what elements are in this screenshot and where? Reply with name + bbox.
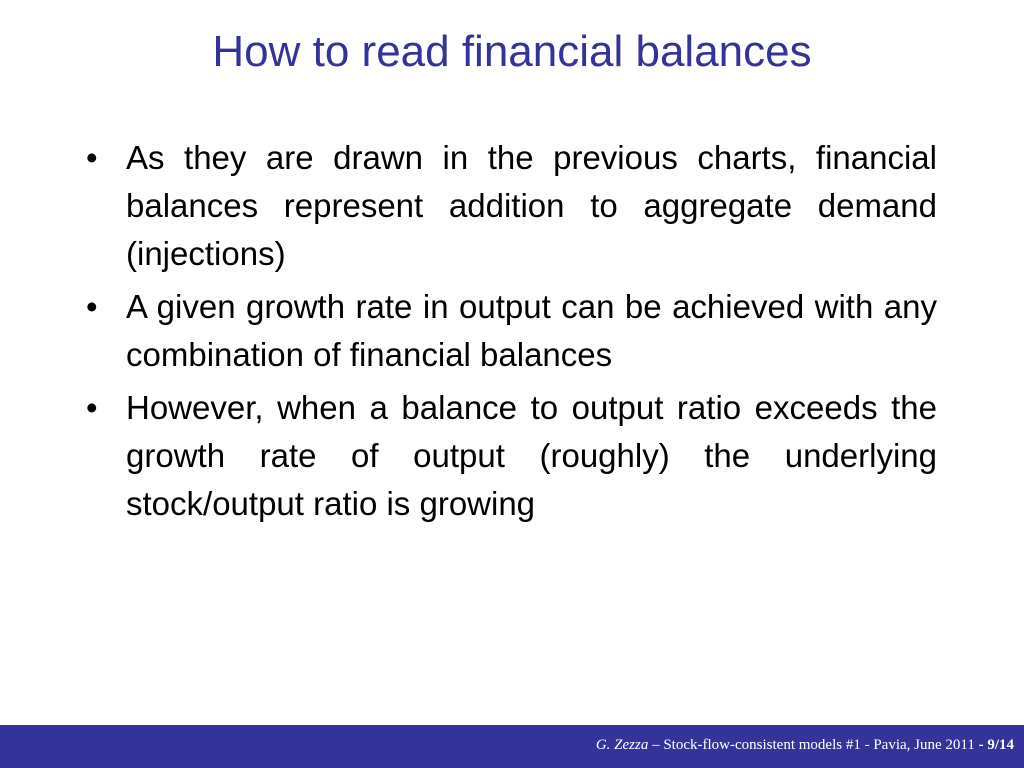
bullet-text: A given growth rate in output can be achieved with any combination of financial balances (126, 288, 937, 373)
footer-info: Stock-flow-consistent models #1 - Pavia, June 2011 (663, 737, 975, 753)
bullet-item (86, 134, 937, 278)
bullet-icon: • (86, 139, 98, 176)
bullet-item (86, 384, 937, 528)
bullet-text: As they are drawn in the previous charts, financial balances represent addition to aggregate demand (injections) (126, 139, 937, 272)
bullet-item (86, 283, 937, 379)
slide-title: How to read financial balances (212, 27, 812, 76)
footer-author: G. Zezza (595, 737, 649, 753)
bullet-list (86, 134, 937, 533)
bullet-icon: • (86, 288, 98, 325)
footer-text (596, 735, 1014, 755)
bullet-icon: • (86, 389, 98, 426)
footer-page-number: 9/14 (987, 737, 1014, 753)
footer-bar (0, 725, 1024, 768)
footer-page-separator: - (974, 737, 988, 753)
footer-separator: – (648, 737, 664, 753)
bullet-text: However, when a balance to output ratio exceeds the growth rate of output (roughly) the underlying stock/output ratio is growing (126, 389, 937, 522)
